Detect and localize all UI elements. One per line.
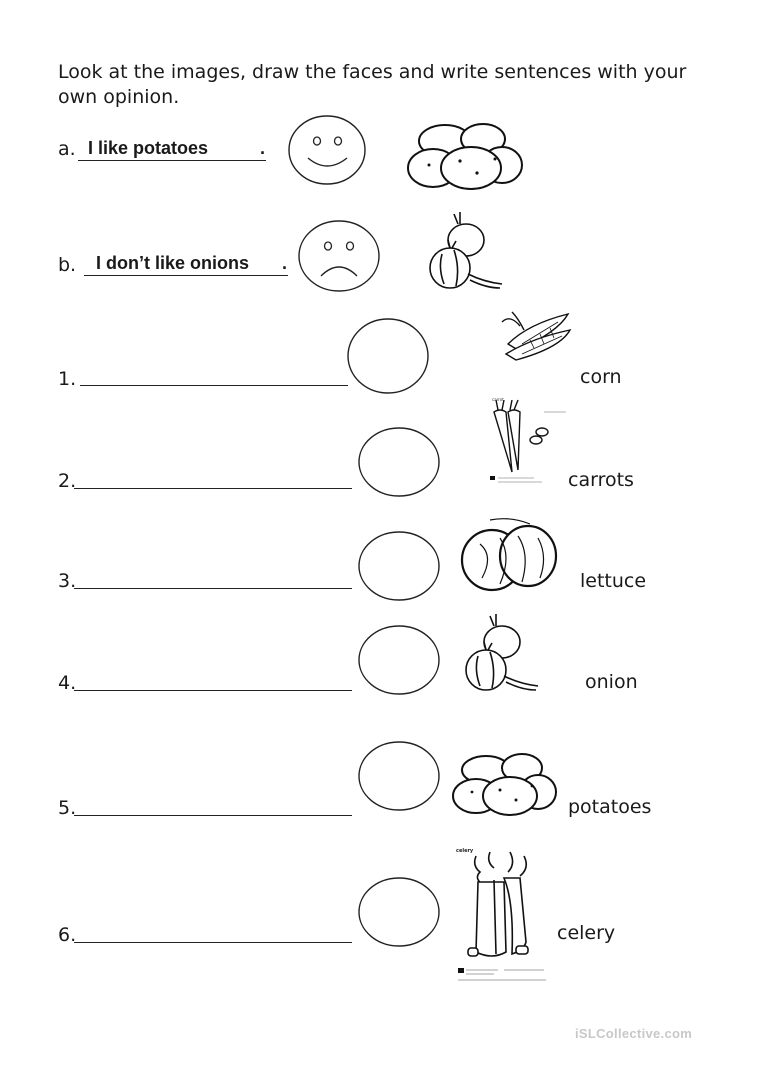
carrots-picture <box>484 392 570 492</box>
item-number: 2. <box>58 470 77 492</box>
item-number: 6. <box>58 924 77 946</box>
item-number: 1. <box>58 368 77 390</box>
celery-tag: celery <box>456 848 474 854</box>
answer-line[interactable] <box>74 690 352 691</box>
item-word: carrots <box>568 469 634 491</box>
answer-line[interactable] <box>74 588 352 589</box>
potatoes-picture <box>405 113 525 195</box>
item-word: corn <box>580 366 622 388</box>
item-word: lettuce <box>580 570 647 592</box>
answer-line[interactable] <box>74 815 352 816</box>
watermark: iSLCollective.com <box>575 1026 693 1041</box>
onion-picture <box>460 612 544 694</box>
face-circle[interactable] <box>357 530 441 602</box>
answer-line[interactable] <box>80 385 348 386</box>
example-b-writing-line <box>84 275 288 276</box>
example-a-label: a. <box>58 138 76 160</box>
item-word: onion <box>585 671 638 693</box>
face-circle[interactable] <box>357 426 441 498</box>
potatoes-picture <box>450 746 558 820</box>
item-word: potatoes <box>568 796 652 818</box>
corn-picture <box>498 304 576 362</box>
face-circle[interactable] <box>346 317 430 395</box>
answer-line[interactable] <box>74 488 352 489</box>
item-number: 3. <box>58 570 77 592</box>
example-b-period: . <box>282 253 288 273</box>
face-circle[interactable] <box>357 876 441 948</box>
item-number: 4. <box>58 672 77 694</box>
example-a-answer: I like potatoes <box>88 138 209 158</box>
item-number: 5. <box>58 797 77 819</box>
item-word: celery <box>557 922 616 944</box>
example-b-label: b. <box>58 254 77 276</box>
sad-face-icon <box>297 218 381 294</box>
onions-picture <box>424 210 508 292</box>
face-circle[interactable] <box>357 624 441 696</box>
lettuce-picture <box>460 516 560 596</box>
celery-picture <box>454 842 552 988</box>
face-circle[interactable] <box>357 740 441 812</box>
instructions: Look at the images, draw the faces and write sentences with your own opinion. <box>58 61 687 108</box>
answer-line[interactable] <box>74 942 352 943</box>
example-a-writing-line <box>78 160 266 161</box>
example-b-answer: I don’t like onions <box>96 253 249 273</box>
example-a-period: . <box>260 138 266 158</box>
happy-face-icon <box>287 114 367 186</box>
carrot-tag: carrot <box>492 397 504 402</box>
